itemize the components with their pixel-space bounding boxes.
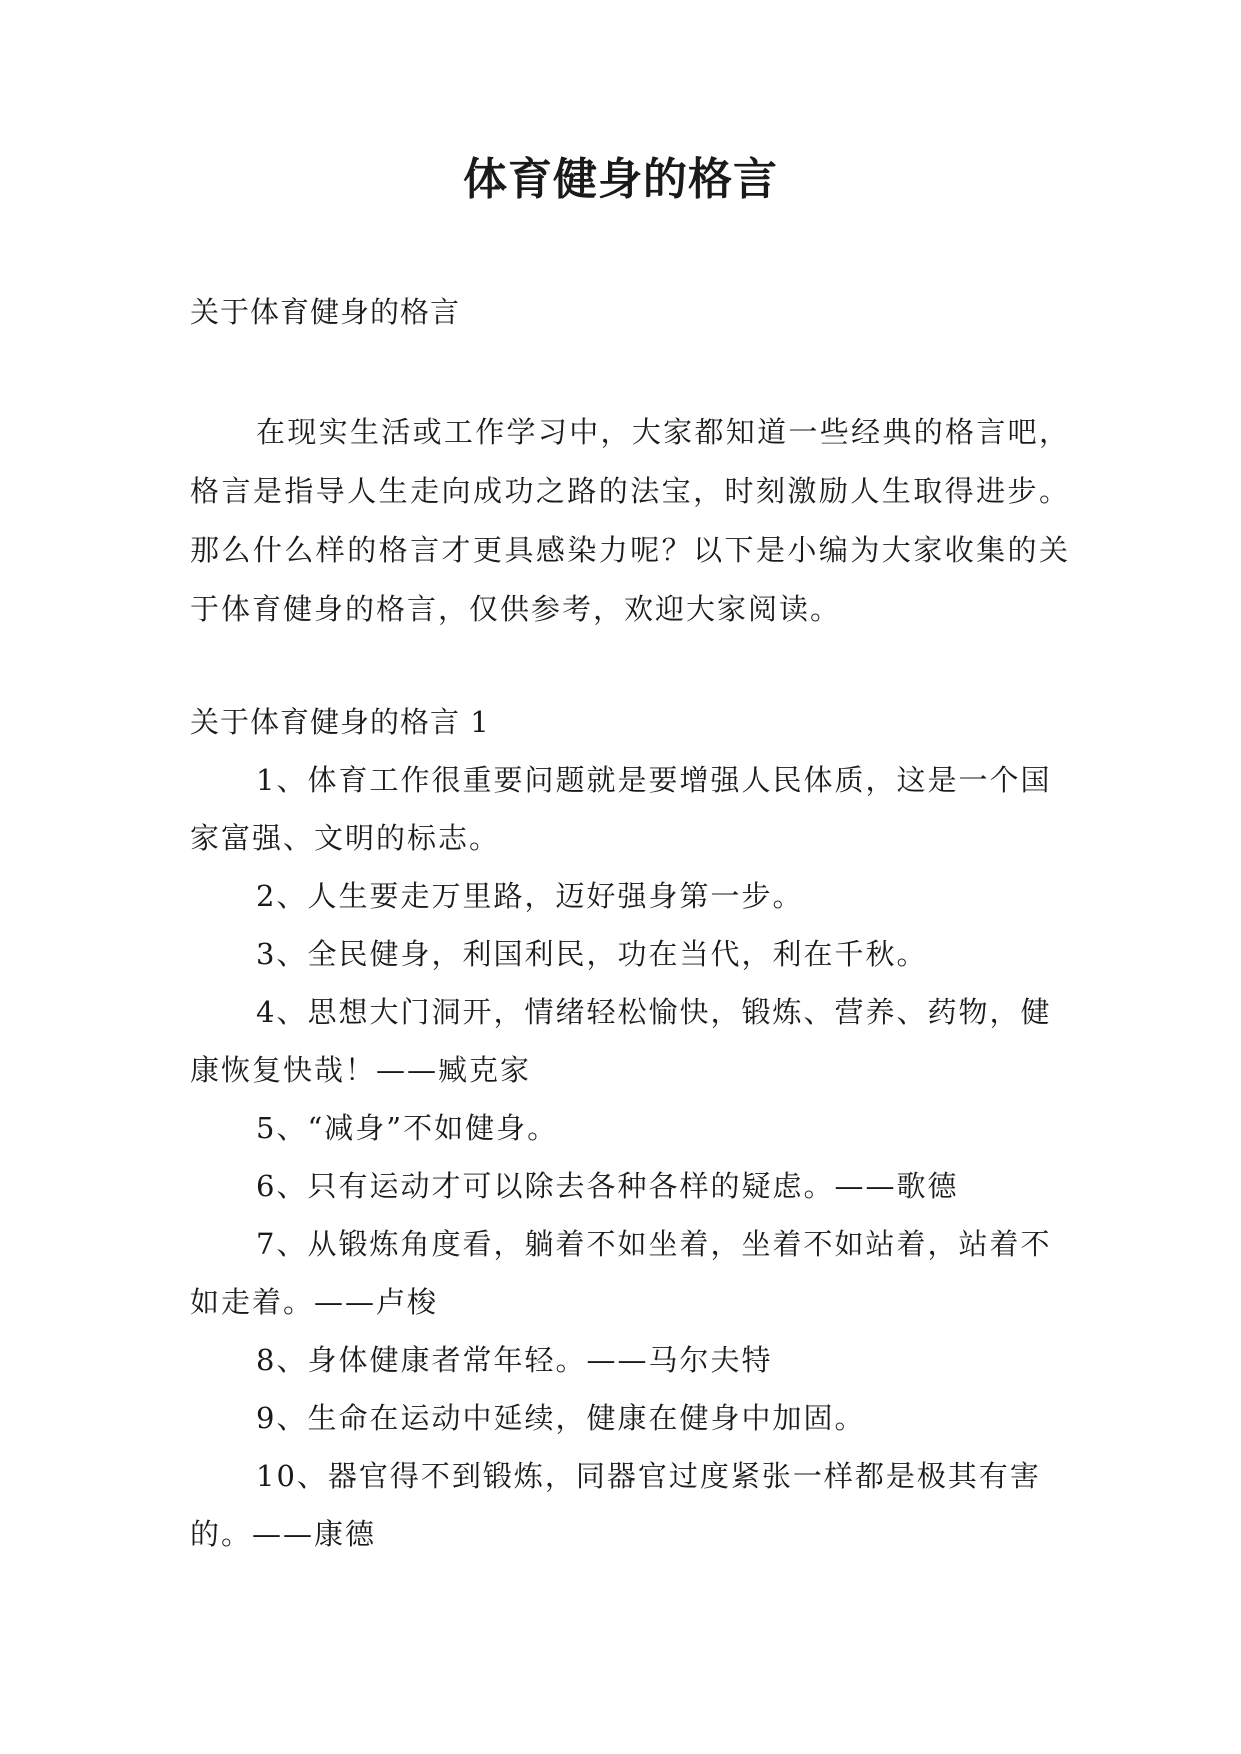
quote-item: 1、体育工作很重要问题就是要增强人民体质，这是一个国家富强、文明的标志。 [190,763,1052,855]
quote-item: 9、生命在运动中延续，健康在健身中加固。 [256,1401,866,1435]
quote-item: 5、“减身”不如健身。 [256,1111,559,1145]
quote-item: 10、器官得不到锻炼，同器官过度紧张一样都是极其有害的。——康德 [190,1459,1041,1551]
section-heading: 关于体育健身的格言 1 [190,705,490,739]
quote-list [190,751,1070,1563]
quote-item: 6、只有运动才可以除去各种各样的疑虑。——歌德 [256,1169,959,1203]
quote-item: 3、全民健身，利国利民，功在当代，利在千秋。 [256,937,928,971]
quote-item: 4、思想大门洞开，情绪轻松愉快，锻炼、营养、药物，健康恢复快哉！——臧克家 [190,995,1052,1087]
quote-item: 2、人生要走万里路，迈好强身第一步。 [256,879,804,913]
document-title: 体育健身的格言 [463,154,778,205]
quote-item: 7、从锻炼角度看，躺着不如坐着，坐着不如站着，站着不如走着。——卢梭 [190,1227,1052,1319]
quote-item: 8、身体健康者常年轻。——马尔夫特 [256,1343,773,1377]
document-subtitle: 关于体育健身的格言 [190,295,461,329]
intro-paragraph: 在现实生活或工作学习中，大家都知道一些经典的格言吧，格言是指导人生走向成功之路的法宝，时刻激励人生取得进步。那么什么样的格言才更具感染力呢？以下是小编为大家收集的关于体育健身的格言，仅供参考，欢迎大家阅读。 [190,415,1070,626]
